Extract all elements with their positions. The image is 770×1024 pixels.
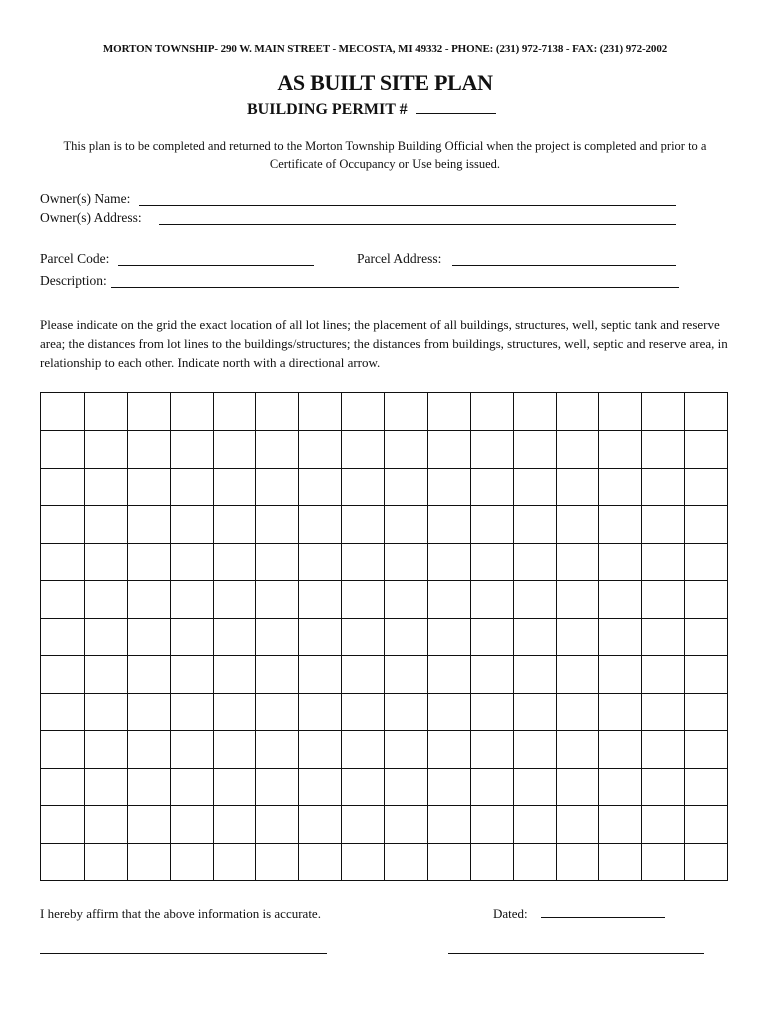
description-input[interactable] bbox=[111, 287, 679, 288]
completion-instructions: This plan is to be completed and returned to the Morton Township Building Official when the project is completed and prior to a Certificate of Occupancy or Use being issued. bbox=[63, 139, 707, 171]
dated-field bbox=[493, 906, 528, 922]
site-plan-grid[interactable] bbox=[40, 392, 728, 881]
grid-instructions: Please indicate on the grid the exact location of all lot lines; the placement of all buildings, structures, well, septic tank and reserve area; the distances from lot lines to the buildings/structures; the distances from buildings, structures, well, septic and reserve area, in relationship to each other. Indicate north with a directional arrow. bbox=[40, 317, 728, 370]
building-permit-label: BUILDING PERMIT # bbox=[247, 101, 408, 118]
parcel-address-label: Parcel Address: bbox=[357, 251, 442, 266]
owner-address-input[interactable] bbox=[159, 224, 676, 225]
page-title: AS BUILT SITE PLAN bbox=[277, 70, 493, 95]
grid-lines bbox=[41, 393, 727, 880]
dated-input[interactable] bbox=[541, 917, 665, 918]
dated-label: Dated: bbox=[493, 906, 528, 921]
parcel-address-input[interactable] bbox=[452, 265, 676, 266]
affirmation-text: I hereby affirm that the above information is accurate. bbox=[40, 906, 321, 921]
owner-name-input[interactable] bbox=[139, 205, 676, 206]
owner-address-label: Owner(s) Address: bbox=[40, 210, 142, 225]
description-label: Description: bbox=[40, 273, 107, 288]
header-contact-line: MORTON TOWNSHIP- 290 W. MAIN STREET - MECOSTA, MI 49332 - PHONE: (231) 972-7138 - FAX: (231) 972-2002 bbox=[102, 43, 668, 55]
parcel-code-input[interactable] bbox=[118, 265, 314, 266]
parcel-code-label: Parcel Code: bbox=[40, 251, 110, 266]
official-signature-line[interactable] bbox=[448, 953, 704, 954]
owner-name-label: Owner(s) Name: bbox=[40, 191, 131, 206]
building-permit-row bbox=[247, 99, 496, 119]
owner-signature-line[interactable] bbox=[40, 953, 327, 954]
building-permit-input[interactable] bbox=[416, 99, 496, 114]
